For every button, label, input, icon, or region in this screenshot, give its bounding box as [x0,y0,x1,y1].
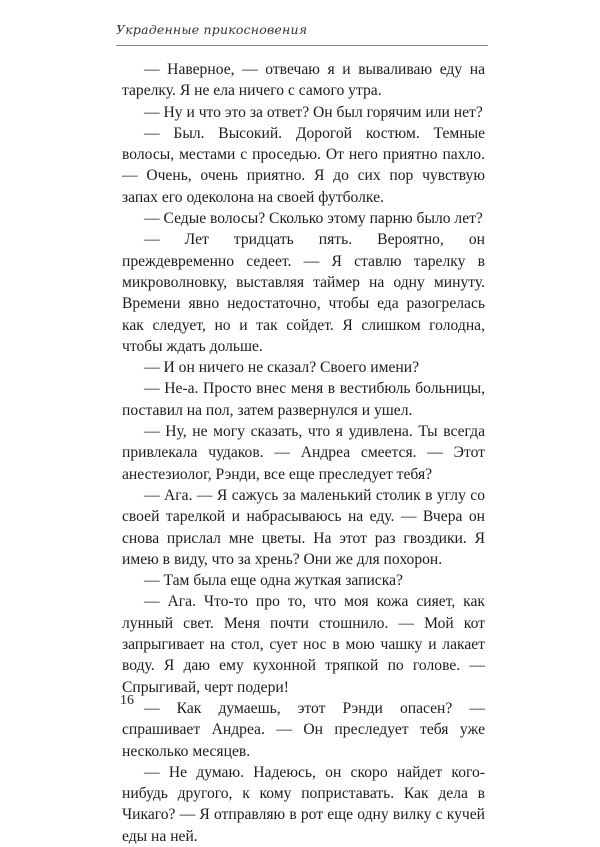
header-divider [116,45,488,46]
running-header-title: Украденные прикосновения [116,22,308,37]
paragraph: — Ну, не могу сказать, что я удивлена. Ты всегда привлекала чудаков. — Андреа смеется. — Этот анестезиолог, Рэнди, все еще преследует тебя? [122,423,485,483]
paragraph: — Как думаешь, этот Рэнди опасен? — спрашивает Андреа. — Он преследует тебя уже несколько месяцев. [122,699,485,760]
paragraph: — Не думаю. Надеюсь, он скоро найдет кого-нибудь другого, к кому поприставать. Как дела в Чикаго? — Я отправляю в рот еще одну вилку с кучей еды на ней. [122,763,485,845]
page-number: 16 [120,693,134,708]
paragraph: — Ага. Что-то про то, что моя кожа сияет, как лунный свет. Меня почти стошнило. — Мой кот запрыгивает на стол, сует нос в мою чашку и лакает воду. Я даю ему кухонной тряпкой по голове. — Спрыгивай, черт подери! [122,593,485,696]
paragraph: — Седые волосы? Сколько этому парню было лет? [144,210,483,228]
paragraph: — Ну и что это за ответ? Он был горячим или нет? [144,103,483,121]
body-text [122,59,485,847]
paragraph: — Там была еще одна жуткая записка? [144,572,403,590]
paragraph: — Не-а. Просто внес меня в вестибюль больницы, поставил на пол, затем развернулся и ушел. [122,380,485,419]
paragraph: — Лет тридцать пять. Вероятно, он преждевременно седеет. — Я ставлю тарелку в микроволновку, выставляя таймер на одну минуту. Времени явно недостаточно, чтобы еда разогрелась как следует, но и так сойдет. Я слишком голодна, чтобы ждать дольше. [122,231,485,355]
paragraph: — Был. Высокий. Дорогой костюм. Темные волосы, местами с проседью. От него приятно пахло. — Очень, очень приятно. Я до сих пор чувствую запах его одеколона на своей футболке. [122,124,485,206]
paragraph: — Ага. — Я сажусь за маленький столик в углу со своей тарелкой и набрасываюсь на еду. — Вчера он снова прислал мне цветы. На этот раз гвоздики. Я имею в виду, что за хрень? Они же для похорон. [122,486,485,568]
paragraph: — И он ничего не сказал? Своего имени? [144,359,420,377]
paragraph: — Наверное, — отвечаю я и вываливаю еду на тарелку. Я не ела ничего с самого утра. [122,61,485,100]
